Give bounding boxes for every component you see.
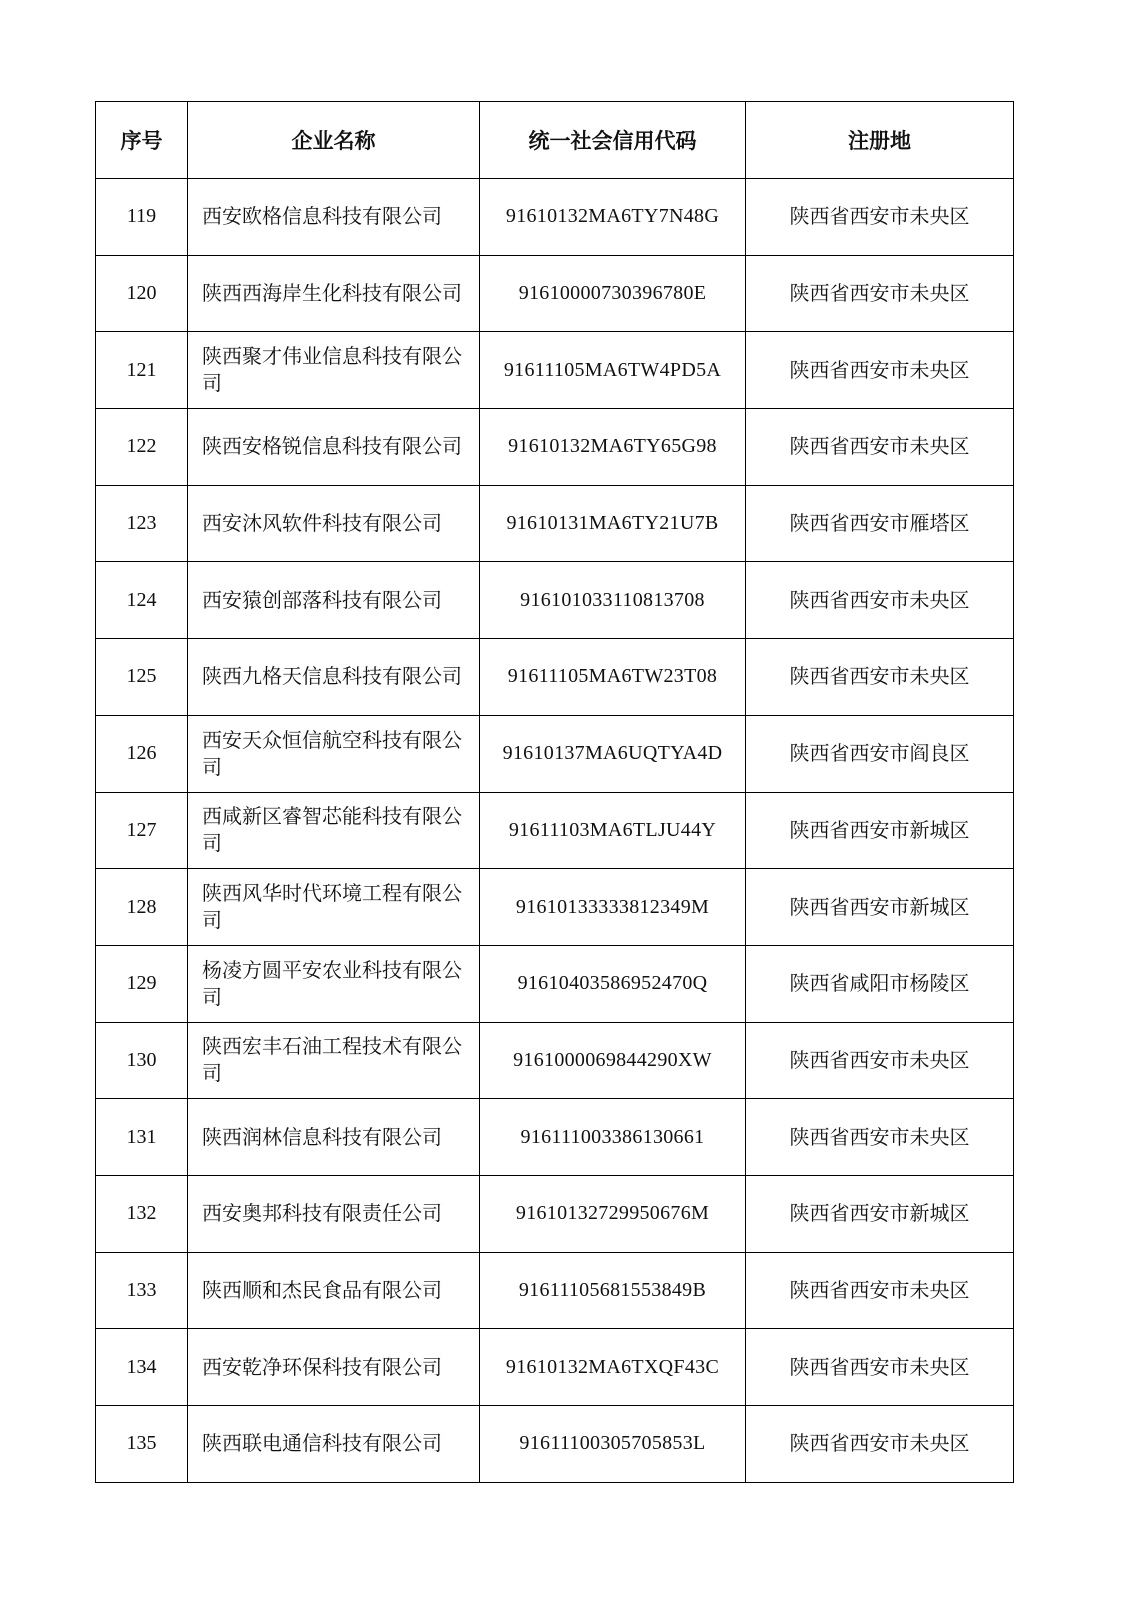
- company-name-cell: 西安奥邦科技有限责任公司: [188, 1175, 480, 1252]
- serial-number-cell: 131: [96, 1099, 188, 1176]
- registered-place-cell: 陕西省西安市未央区: [746, 332, 1014, 409]
- serial-number-cell: 127: [96, 792, 188, 869]
- credit-code-cell: 91610132MA6TXQF43C: [480, 1329, 746, 1406]
- table-header: [96, 102, 1014, 179]
- serial-number-cell: 119: [96, 179, 188, 256]
- serial-number-cell: 128: [96, 869, 188, 946]
- credit-code-cell: 91610132729950676M: [480, 1175, 746, 1252]
- company-name-cell: 陕西顺和杰民食品有限公司: [188, 1252, 480, 1329]
- company-name-cell: 西咸新区睿智芯能科技有限公司: [188, 792, 480, 869]
- table-row: [96, 1099, 1014, 1176]
- credit-code-cell: 91610131MA6TY21U7B: [480, 485, 746, 562]
- table-body: [96, 179, 1014, 1483]
- company-name-cell: 陕西西海岸生化科技有限公司: [188, 255, 480, 332]
- registered-place-cell: 陕西省西安市未央区: [746, 562, 1014, 639]
- credit-code-cell: 916101033110813708: [480, 562, 746, 639]
- table-row: [96, 1329, 1014, 1406]
- company-name-cell: 西安猿创部落科技有限公司: [188, 562, 480, 639]
- credit-code-cell: 91610132MA6TY65G98: [480, 409, 746, 486]
- company-name-cell: 陕西聚才伟业信息科技有限公司: [188, 332, 480, 409]
- table-row: [96, 1252, 1014, 1329]
- header-company-name: 企业名称: [188, 102, 480, 179]
- company-name-cell: 西安沐风软件科技有限公司: [188, 485, 480, 562]
- registered-place-cell: 陕西省西安市未央区: [746, 409, 1014, 486]
- table-row: [96, 945, 1014, 1022]
- registered-place-cell: 陕西省西安市未央区: [746, 1329, 1014, 1406]
- table-row: [96, 715, 1014, 792]
- company-name-cell: 陕西九格天信息科技有限公司: [188, 639, 480, 716]
- company-name-cell: 陕西安格锐信息科技有限公司: [188, 409, 480, 486]
- serial-number-cell: 132: [96, 1175, 188, 1252]
- registered-place-cell: 陕西省西安市新城区: [746, 792, 1014, 869]
- table-row: [96, 255, 1014, 332]
- table-row: [96, 485, 1014, 562]
- company-name-cell: 西安天众恒信航空科技有限公司: [188, 715, 480, 792]
- registered-place-cell: 陕西省西安市未央区: [746, 179, 1014, 256]
- header-row: [96, 102, 1014, 179]
- credit-code-cell: 91610000730396780E: [480, 255, 746, 332]
- credit-code-cell: 91610132MA6TY7N48G: [480, 179, 746, 256]
- registered-place-cell: 陕西省西安市雁塔区: [746, 485, 1014, 562]
- company-name-cell: 西安乾净环保科技有限公司: [188, 1329, 480, 1406]
- registered-place-cell: 陕西省西安市阎良区: [746, 715, 1014, 792]
- credit-code-cell: 91610133333812349M: [480, 869, 746, 946]
- credit-code-cell: 91610403586952470Q: [480, 945, 746, 1022]
- registered-place-cell: 陕西省西安市未央区: [746, 639, 1014, 716]
- table-row: [96, 562, 1014, 639]
- serial-number-cell: 134: [96, 1329, 188, 1406]
- table-row: [96, 332, 1014, 409]
- table-row: [96, 1022, 1014, 1099]
- table-row: [96, 869, 1014, 946]
- credit-code-cell: 91611100305705853L: [480, 1406, 746, 1483]
- company-name-cell: 陕西联电通信科技有限公司: [188, 1406, 480, 1483]
- header-credit-code: 统一社会信用代码: [480, 102, 746, 179]
- credit-code-cell: 91610137MA6UQTYA4D: [480, 715, 746, 792]
- table-row: [96, 1175, 1014, 1252]
- serial-number-cell: 126: [96, 715, 188, 792]
- company-name-cell: 陕西宏丰石油工程技术有限公司: [188, 1022, 480, 1099]
- credit-code-cell: 91611105681553849B: [480, 1252, 746, 1329]
- registered-place-cell: 陕西省西安市新城区: [746, 1175, 1014, 1252]
- table-row: [96, 792, 1014, 869]
- table-row: [96, 179, 1014, 256]
- serial-number-cell: 130: [96, 1022, 188, 1099]
- registered-place-cell: 陕西省西安市未央区: [746, 1252, 1014, 1329]
- company-name-cell: 西安欧格信息科技有限公司: [188, 179, 480, 256]
- registered-place-cell: 陕西省西安市未央区: [746, 1022, 1014, 1099]
- registered-place-cell: 陕西省咸阳市杨陵区: [746, 945, 1014, 1022]
- credit-code-cell: 91611105MA6TW4PD5A: [480, 332, 746, 409]
- company-name-cell: 陕西风华时代环境工程有限公司: [188, 869, 480, 946]
- company-list-table: [95, 101, 1014, 1483]
- registered-place-cell: 陕西省西安市未央区: [746, 1406, 1014, 1483]
- registered-place-cell: 陕西省西安市新城区: [746, 869, 1014, 946]
- credit-code-cell: 91611105MA6TW23T08: [480, 639, 746, 716]
- header-registered-place: 注册地: [746, 102, 1014, 179]
- serial-number-cell: 124: [96, 562, 188, 639]
- serial-number-cell: 120: [96, 255, 188, 332]
- table-row: [96, 1406, 1014, 1483]
- serial-number-cell: 133: [96, 1252, 188, 1329]
- serial-number-cell: 121: [96, 332, 188, 409]
- table-row: [96, 639, 1014, 716]
- registered-place-cell: 陕西省西安市未央区: [746, 255, 1014, 332]
- serial-number-cell: 125: [96, 639, 188, 716]
- registered-place-cell: 陕西省西安市未央区: [746, 1099, 1014, 1176]
- company-name-cell: 杨凌方圆平安农业科技有限公司: [188, 945, 480, 1022]
- header-serial-number: 序号: [96, 102, 188, 179]
- serial-number-cell: 122: [96, 409, 188, 486]
- credit-code-cell: 91611103MA6TLJU44Y: [480, 792, 746, 869]
- credit-code-cell: 916111003386130661: [480, 1099, 746, 1176]
- serial-number-cell: 123: [96, 485, 188, 562]
- company-name-cell: 陕西润林信息科技有限公司: [188, 1099, 480, 1176]
- credit-code-cell: 9161000069844290XW: [480, 1022, 746, 1099]
- serial-number-cell: 135: [96, 1406, 188, 1483]
- serial-number-cell: 129: [96, 945, 188, 1022]
- table-row: [96, 409, 1014, 486]
